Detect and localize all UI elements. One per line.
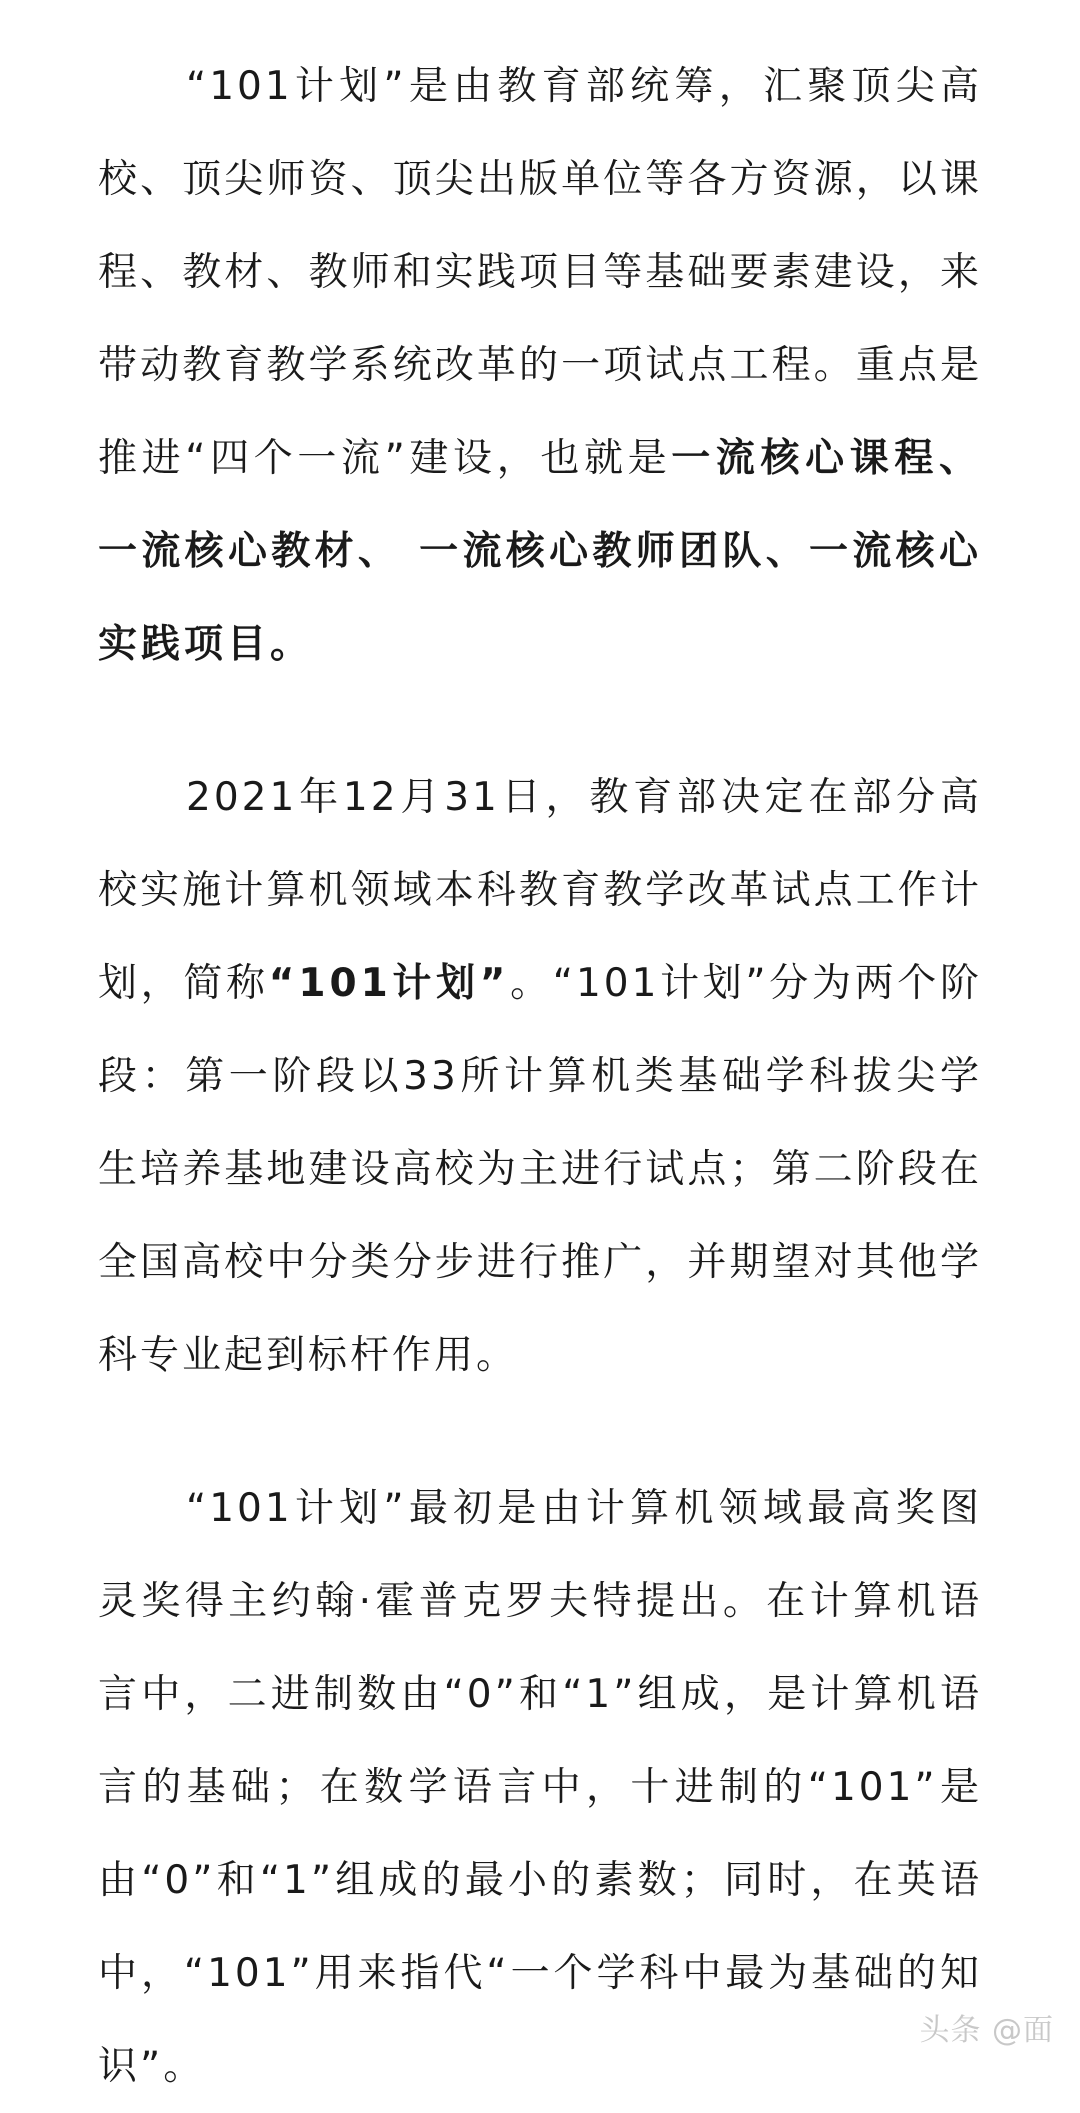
paragraph-history [98,751,982,1402]
paragraph-bold-text: “101计划” [268,961,510,1006]
paragraph-text: 2021年12月31日，教育部决定在部分高校实施计算机领域本科教育教学改革试点工作计划，简称 [98,775,982,1006]
paragraph-intro [98,40,982,691]
watermark: 头条 @面 [919,2013,1054,2048]
article-body [98,40,982,2113]
paragraph-text: 。“101计划”分为两个阶段：第一阶段以33所计算机类基础学科拔尖学生培养基地建设高校为主进行试点；第二阶段在全国高校中分类分步进行推广，并期望对其他学科专业起到标杆作用。 [98,961,982,1378]
paragraph-origin [98,1462,982,2113]
paragraph-text: “101计划”是由教育部统筹，汇聚顶尖高校、顶尖师资、顶尖出版单位等各方资源，以课程、教材、教师和实践项目等基础要素建设，来带动教育教学系统改革的一项试点工程。重点是推进“四个一流”建设，也就是 [98,64,982,481]
paragraph-bold-text: 一流核心课程、一流核心教材、 一流核心教师团队、一流核心实践项目。 [98,436,982,667]
paragraph-text: “101计划”最初是由计算机领域最高奖图灵奖得主约翰·霍普克罗夫特提出。在计算机语言中，二进制数由“0”和“1”组成，是计算机语言的基础；在数学语言中，十进制的“101”是由“0”和“1”组成的最小的素数；同时，在英语中，“101”用来指代“一个学科中最为基础的知识”。 [98,1486,982,2089]
